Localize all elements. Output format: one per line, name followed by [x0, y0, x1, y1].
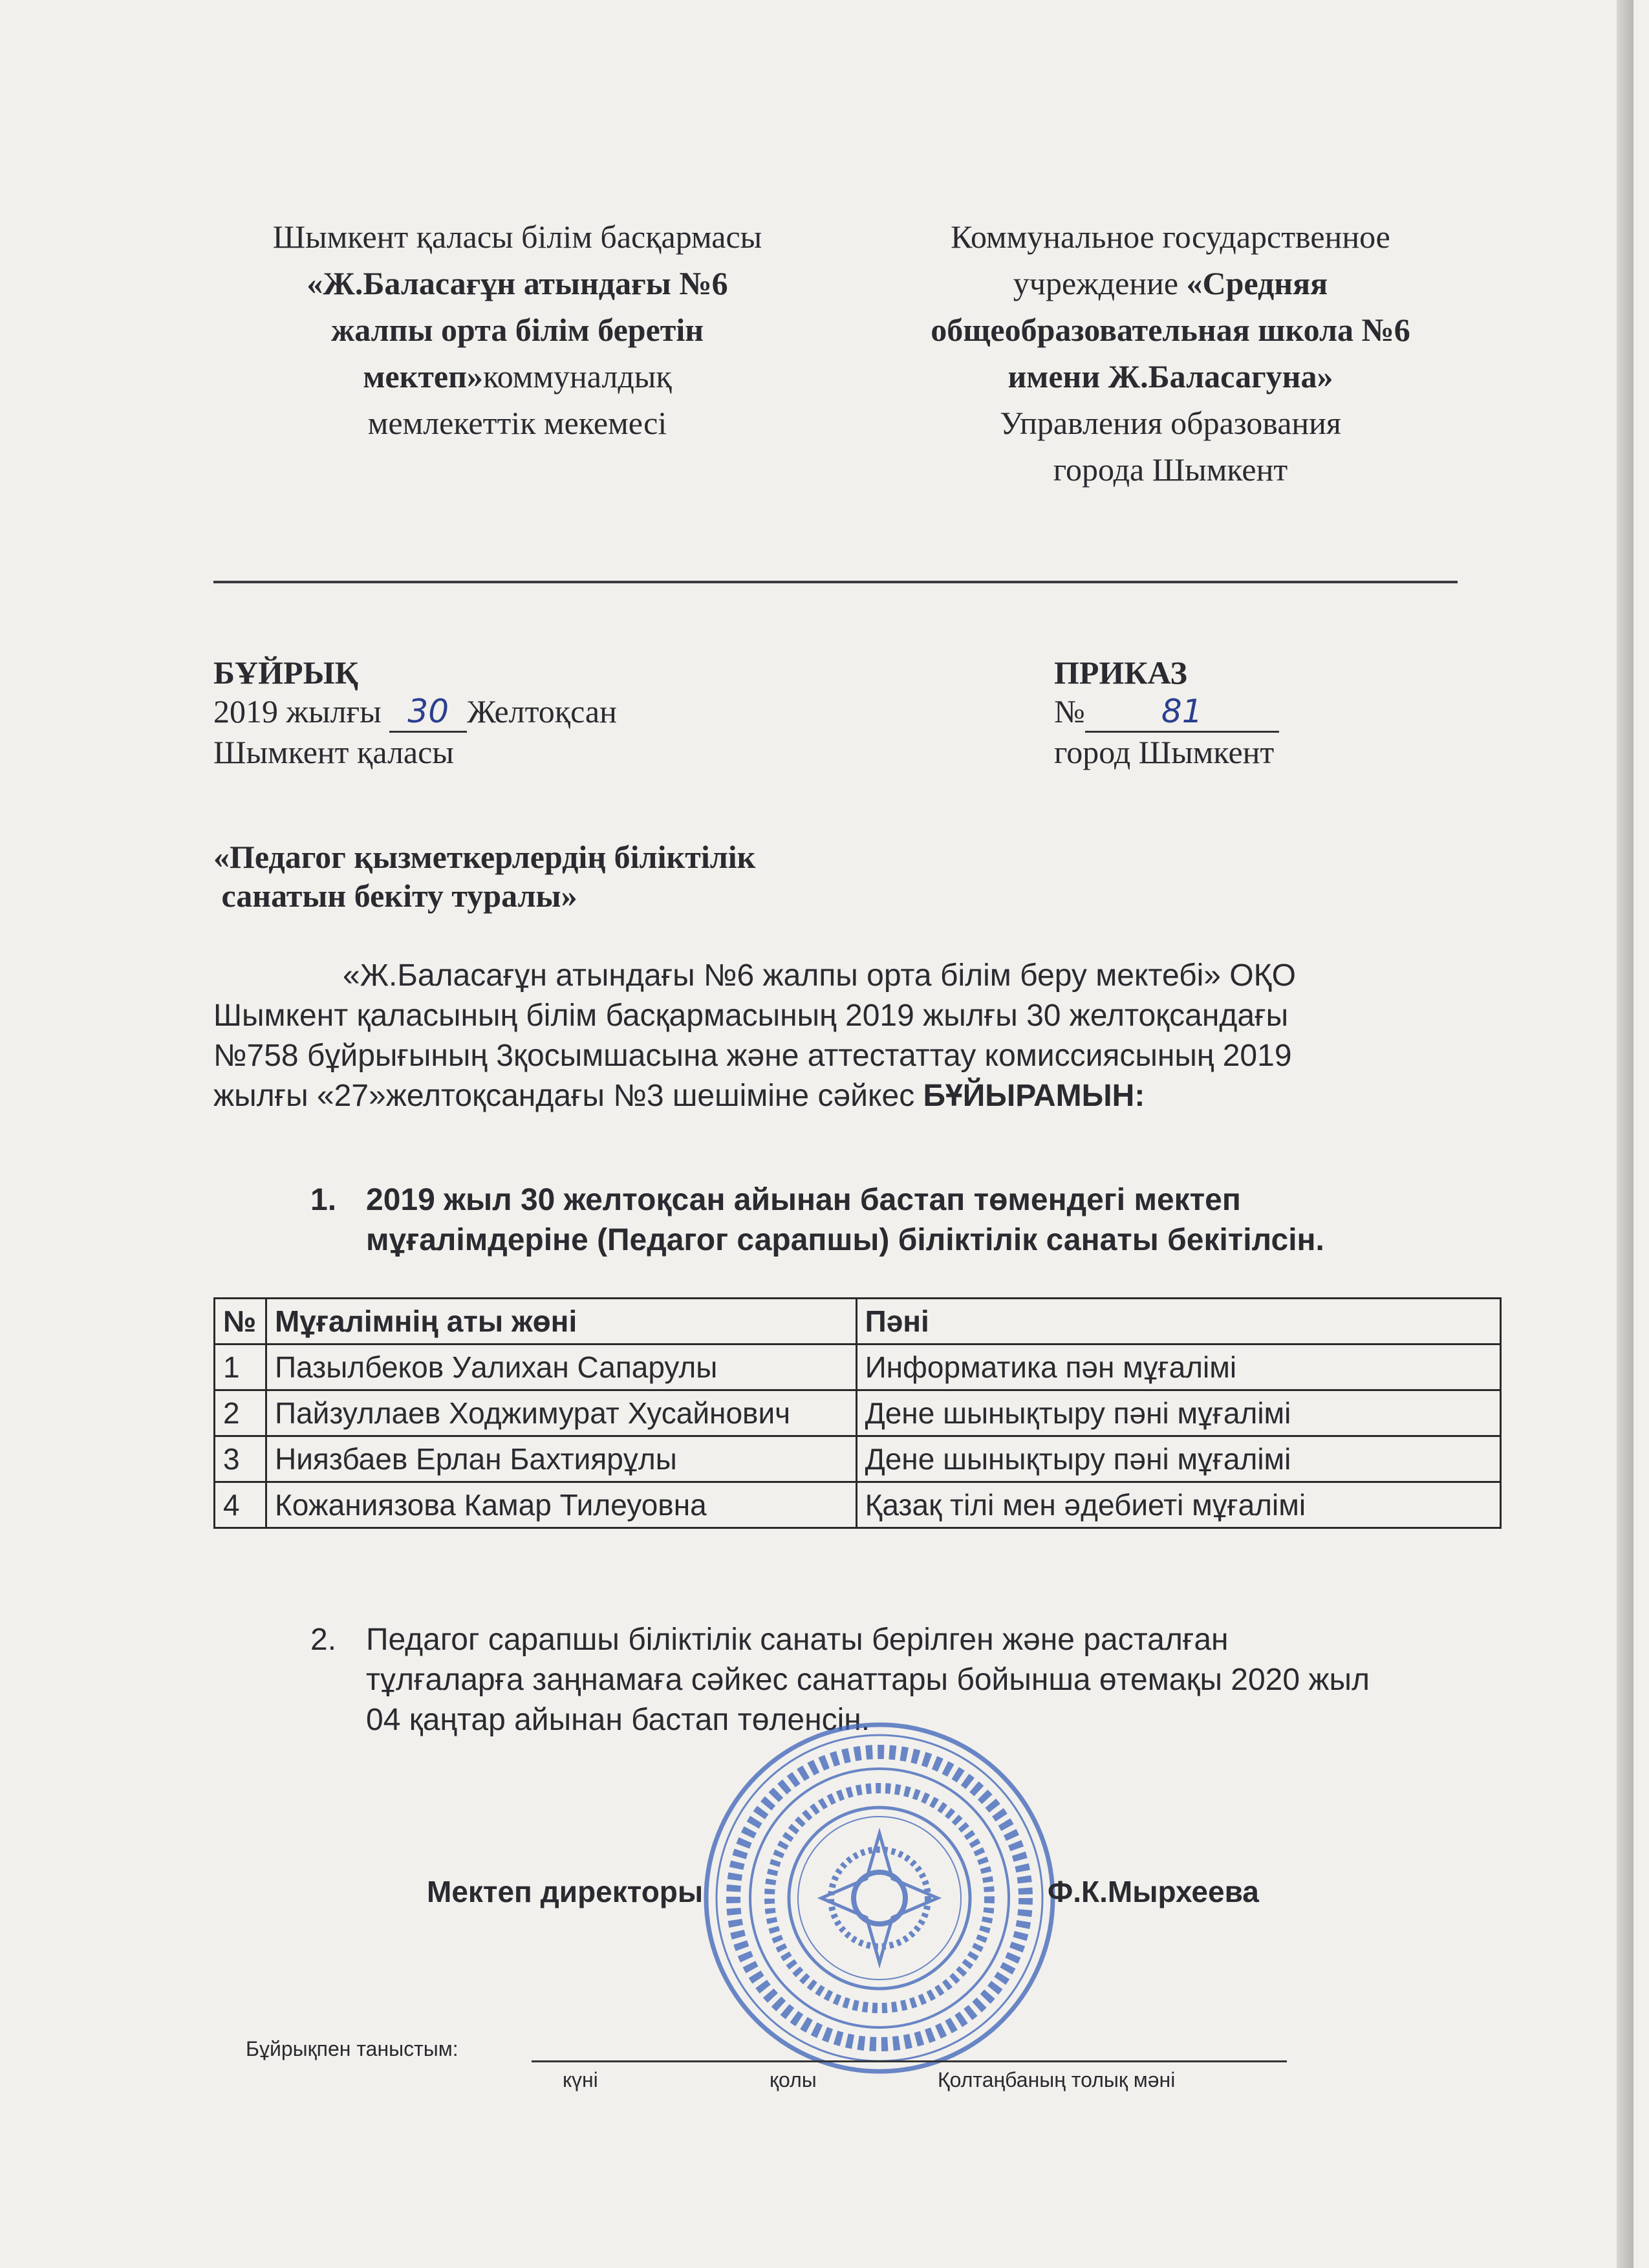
table-cell-name: Ниязбаев Ерлан Бахтиярұлы [266, 1436, 856, 1482]
table-row [215, 1390, 1501, 1436]
item-1-number: 1. [310, 1183, 337, 1217]
header-left-line5: мемлекеттік мекемесі [367, 405, 667, 441]
item-1 [310, 1180, 1500, 1260]
order-number-prefix: № [1054, 693, 1085, 729]
header-right-line1: Коммунальное государственное [951, 219, 1390, 255]
acknowledgement-date-label: күні [563, 2068, 598, 2091]
table-header-row [215, 1299, 1501, 1345]
table-cell-number: 4 [215, 1482, 266, 1528]
header-right-line2-plain: учреждение [1013, 265, 1187, 301]
order-left [213, 653, 795, 772]
item-2-line2: тұлғаларға заңнамаға сәйкес санаттары бойынша өтемақы 2020 жыл [366, 1663, 1370, 1697]
header-left [194, 213, 841, 446]
acknowledgement-fullname-label: Қолтаңбаның толық мәні [938, 2068, 1176, 2091]
item-2-line1: Педагог сарапшы біліктілік санаты берілген және расталған [366, 1623, 1229, 1657]
preamble-line4 [213, 1076, 1494, 1116]
table-header-subject: Пәні [856, 1299, 1500, 1345]
teachers-table [213, 1297, 1502, 1529]
header-left-line1: Шымкент қаласы білім басқармасы [272, 219, 762, 255]
order-date-kz [213, 692, 795, 733]
table-header-name: Мұғалімнің аты жөні [266, 1299, 856, 1345]
preamble-line3: №758 бұйрығының 3қосымшасына және аттестаттау комиссиясының 2019 [213, 1039, 1292, 1073]
table-row [215, 1436, 1501, 1482]
preamble-line1: «Ж.Баласағұн атындағы №6 жалпы орта білім беру мектебі» ОҚО [343, 958, 1296, 993]
table-row [215, 1345, 1501, 1390]
order-date-month: Желтоқсан [467, 693, 617, 729]
order-city-ru: город Шымкент [1054, 734, 1275, 770]
header-left-line4-rest: коммуналдық [482, 358, 672, 394]
acknowledgement-line [532, 2060, 1287, 2062]
order-number-value: 81 [1085, 692, 1279, 733]
acknowledgement-label: Бұйрықпен таныстым: [246, 2037, 458, 2060]
item-2-line3: 04 қаңтар айынан бастап төленсін. [366, 1703, 870, 1737]
item-2-number: 2. [310, 1623, 337, 1657]
header-left-line2: «Ж.Баласағұн атындағы №6 [307, 265, 728, 301]
acknowledgement-sign-label: қолы [770, 2068, 817, 2091]
table-cell-name: Пайзуллаев Ходжимурат Хусайнович [266, 1390, 856, 1436]
signature-title: Мектеп директоры [427, 1875, 704, 1908]
preamble-order-word: БҰЙЫРАМЫН: [923, 1079, 1145, 1113]
table-cell-subject: Дене шынықтыру пәні мұғалімі [856, 1390, 1500, 1436]
header-left-line4-bold: мектеп» [363, 358, 483, 394]
official-stamp-seal [698, 1717, 1061, 2079]
order-title-ru: ПРИКАЗ [1054, 654, 1187, 691]
order-date-day: 30 [389, 692, 467, 733]
signature-name: Ф.К.Мырхеева [1048, 1875, 1259, 1908]
table-cell-subject: Қазақ тілі мен әдебиеті мұғалімі [856, 1482, 1500, 1528]
order-subject [213, 837, 989, 915]
table-cell-number: 3 [215, 1436, 266, 1482]
preamble-line2: Шымкент қаласының білім басқармасының 2019 жылғы 30 желтоқсандағы [213, 999, 1289, 1033]
table-cell-number: 2 [215, 1390, 266, 1436]
table-cell-name: Кожаниязова Камар Тилеуовна [266, 1482, 856, 1528]
header-left-line3: жалпы орта білім беретін [330, 312, 704, 348]
preamble [213, 956, 1494, 1116]
header-right-line4: имени Ж.Баласагуна» [1008, 358, 1333, 394]
item-1-line2: мұғалімдеріне (Педагог сарапшы) біліктілік санаты бекітілсін. [366, 1223, 1324, 1257]
header-right-line2-bold: «Средняя [1186, 265, 1328, 301]
subject-line2: санатын бекіту туралы» [213, 878, 577, 914]
item-1-line1: 2019 жыл 30 желтоқсан айынан бастап төмендегі мектеп [366, 1183, 1241, 1217]
table-row [215, 1482, 1501, 1528]
table-cell-subject: Дене шынықтыру пәні мұғалімі [856, 1436, 1500, 1482]
table-cell-subject: Информатика пән мұғалімі [856, 1345, 1500, 1390]
header-right [847, 213, 1494, 493]
header-divider [213, 581, 1458, 583]
order-right [1054, 653, 1442, 772]
table-cell-name: Пазылбеков Уалихан Сапарулы [266, 1345, 856, 1390]
header-right-line2 [847, 260, 1494, 307]
order-number [1054, 692, 1442, 733]
page-edge-shadow [1617, 0, 1633, 2268]
table-cell-number: 1 [215, 1345, 266, 1390]
header-left-line4 [194, 353, 841, 400]
subject-line1: «Педагог қызметкерлердің біліктілік [213, 839, 756, 875]
header-right-line6: города Шымкент [1053, 451, 1288, 488]
header-right-line5: Управления образования [1000, 405, 1341, 441]
order-date-prefix: 2019 жылғы [213, 693, 390, 729]
order-city-kz: Шымкент қаласы [213, 734, 454, 770]
preamble-line4-text: жылғы «27»желтоқсандағы №3 шешіміне сәйкес [213, 1079, 923, 1113]
order-title-kz: БҰЙРЫҚ [213, 654, 358, 691]
table-header-number: № [215, 1299, 266, 1345]
header-right-line3: общеобразовательная школа №6 [931, 312, 1410, 348]
